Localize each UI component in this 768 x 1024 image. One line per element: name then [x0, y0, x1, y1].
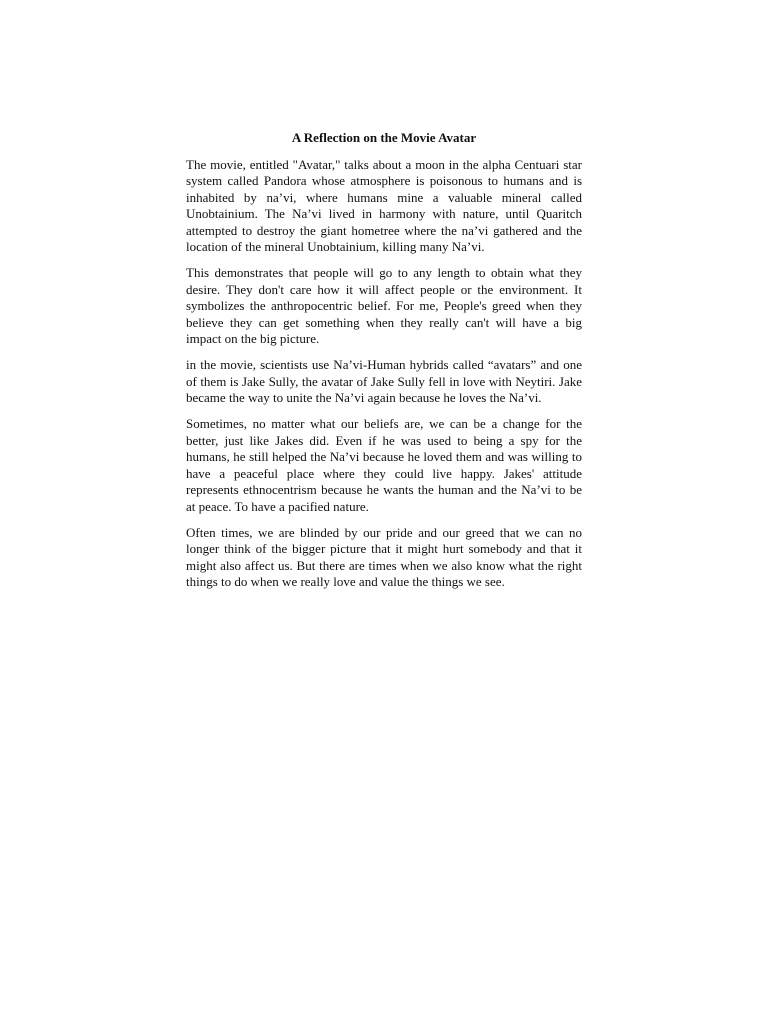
paragraph: Often times, we are blinded by our pride and our greed that we can no longer think of the bigger picture that it might hurt somebody and that it might also affect us. But there are times when we also know what the right things to do when we really love and value the things we see. [186, 524, 582, 589]
paragraph: in the movie, scientists use Na’vi-Human hybrids called “avatars” and one of them is Jake Sully, the avatar of Jake Sully fell in love with Neytiri. Jake became the way to unite the Na’vi again because he loves the Na’vi. [186, 357, 582, 405]
paragraph: Sometimes, no matter what our beliefs are, we can be a change for the better, just like Jakes did. Even if he was used to being a spy for the humans, he still helped the Na’vi because he loved them and was willing to have a peaceful place where they could live happy. Jakes' attitude represents ethnocentrism because he wants the human and the Na’vi to be at peace. To have a pacified nature. [186, 416, 582, 514]
paragraph: This demonstrates that people will go to any length to obtain what they desire. They don't care how it will affect people or the environment. It symbolizes the anthropocentric belief. For me, People's greed when they believe they can get something when they really can't will have a big impact on the big picture. [186, 265, 582, 346]
paragraph: The movie, entitled "Avatar," talks about a moon in the alpha Centuari star system called Pandora whose atmosphere is poisonous to humans and is inhabited by na’vi, where humans mine a valuable mineral called Unobtainium. The Na’vi lived in harmony with nature, until Quaritch attempted to destroy the giant hometree where the na’vi gathered and the location of the mineral Unobtainium, killing many Na’vi. [186, 156, 582, 254]
document-body [186, 130, 582, 600]
document-title: A Reflection on the Movie Avatar [291, 130, 477, 145]
